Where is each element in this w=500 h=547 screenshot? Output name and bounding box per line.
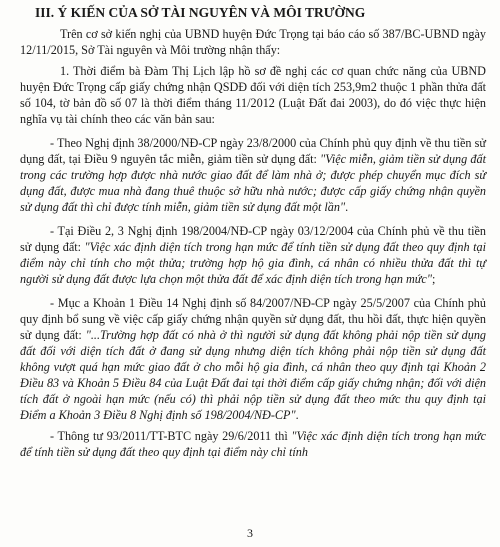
intro-paragraph: Trên cơ sở kiến nghị của UBND huyện Đức Trọng tại báo cáo số 387/BC-UBND ngày 12/11/2015, Sở Tài nguyên và Môi trường nhận thấy: <box>20 27 486 57</box>
item-2-quote: "Việc xác định diện tích trong hạn mức để tính tiền sử dụng đất theo quy định tại điểm này chỉ tính cho một thửa; trường hợp hộ gia đình, cá nhân có nhiều thửa đất thì tự người sử dụng đất được lựa chọn một thửa đất để xác định diện tích trong hạn mức" <box>20 240 486 286</box>
point-1-paragraph: 1. Thời điểm bà Đàm Thị Lịch lập hồ sơ đề nghị các cơ quan chức năng của UBND huyện Đức Trọng cấp giấy chứng nhận QSDĐ đối với diện tích 253,9m2 thuộc 1 phần thửa đất số 104, tờ bản đồ số 07 là thời điểm tháng 11/2012 (Luật Đất đai 2003), do đó việc thực hiện nghĩa vụ tài chính theo các văn bản sau: <box>20 64 486 126</box>
item-3-tail: . <box>295 408 299 422</box>
item-3-quote: "...Trường hợp đất có nhà ở thì người sử dụng đất không phải nộp tiền sử dụng đất đối với diện tích đất ở đang sử dụng nhưng diện tích không phải nộp tiền sử dụng đất không vượt quá hạn mức giao đất ở cho mỗi hộ gia đình, cá nhân theo quy định tại Khoản 2 Điều 83 và Khoản 5 Điều 84 của Luật Đất đai tại thời điểm cấp giấy chứng nhận; đối với diện tích đất ở ngoài hạn mức (nếu có) thì phải nộp tiền sử dụng đất theo mức thu quy định tại Điểm a Khoản 3 Điều 8 Nghị định số 198/2004/NĐ-CP" <box>20 328 487 422</box>
item-2-tail: ; <box>431 272 436 286</box>
item-1-lead: - Theo Nghị định 38/2000/NĐ-CP ngày 23/8/2000 của Chính phủ quy định về thu tiền sử dụng đất, tại Điều 9 nguyên tắc miễn, giảm tiền sử dụng đất: <box>20 136 486 166</box>
item-4-lead: - Thông tư 93/2011/TT-BTC ngày 29/6/2011 thì <box>50 429 292 443</box>
item-1-paragraph <box>20 135 486 215</box>
page-number: 3 <box>247 526 253 540</box>
item-1-quote: "Việc miễn, giảm tiền sử dụng đất trong các trường hợp được nhà nước giao đất để làm nhà ở; được phép chuyển mục đích sử dụng đất, được mua nhà đang thuê thuộc sở hữu nhà nước; được cấp giấy chứng nhận quyền sử dụng đất thì chỉ được tính miễn, giảm tiền sử dụng đất một lần" <box>20 152 487 214</box>
item-3-lead: - Mục a Khoản 1 Điều 14 Nghị định số 84/2007/NĐ-CP ngày 25/5/2007 của Chính phủ quy định bổ sung về việc cấp giấy chứng nhận quyền sử dụng đất, thu hồi đất, thực hiện quyền sử dụng đất: <box>20 296 486 342</box>
item-3-paragraph <box>20 295 486 423</box>
item-2-lead: - Tại Điều 2, 3 Nghị định 198/2004/NĐ-CP ngày 03/12/2004 của Chính phủ về thu tiền sử dụng đất: <box>20 224 486 254</box>
item-1-tail: . <box>345 200 349 214</box>
item-2-paragraph <box>20 223 486 287</box>
section-title: III. Ý KIẾN CỦA SỞ TÀI NGUYÊN VÀ MÔI TRƯỜNG <box>35 5 366 20</box>
item-4-paragraph <box>20 428 486 460</box>
item-4-quote: "Việc xác định diện tích trong hạn mức để tính tiền sử dụng đất theo quy định tại điểm này chỉ tính <box>20 429 486 459</box>
